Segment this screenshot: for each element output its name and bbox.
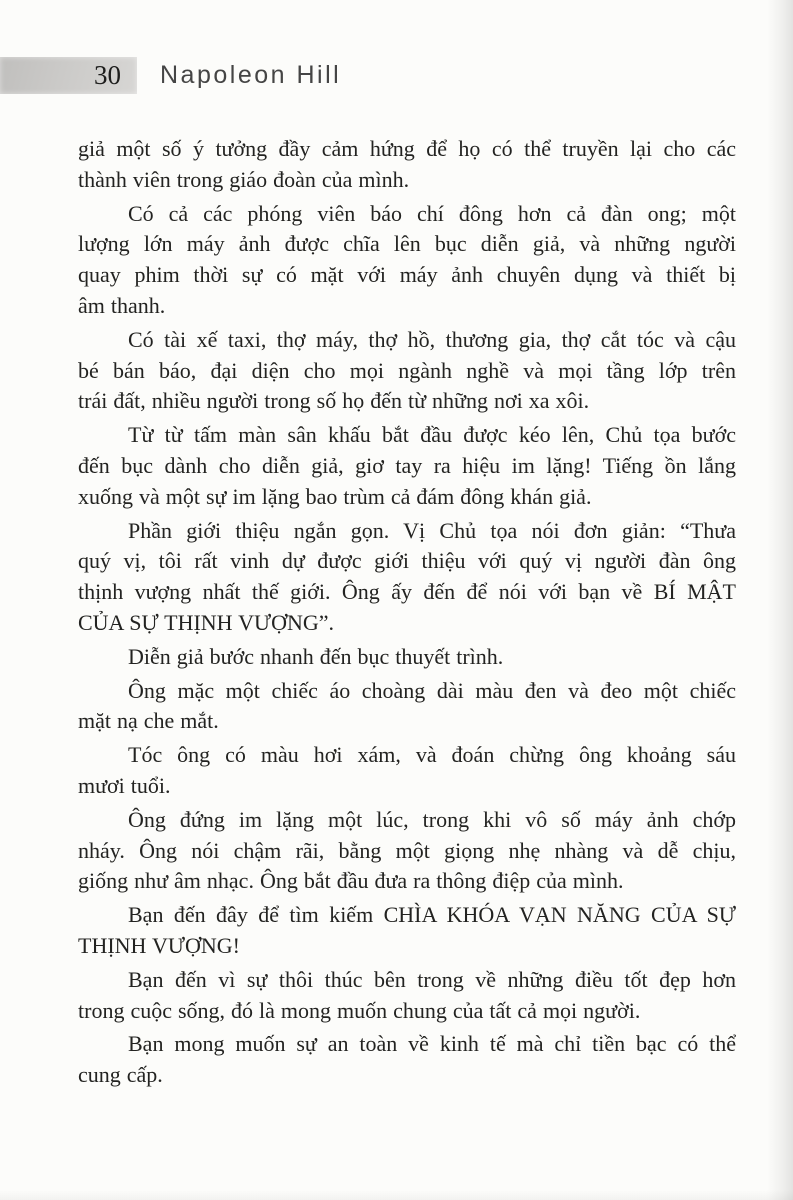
page-bottom-shadow — [0, 1190, 793, 1200]
page-number: 30 — [94, 60, 121, 90]
page-body — [78, 134, 736, 1091]
text-line: Bạn mong muốn sự an toàn về kinh tế mà chỉ tiền bạc có thể — [128, 1031, 736, 1057]
text-line: giả một số ý tưởng đầy cảm hứng để họ có thể truyền lại cho các — [78, 136, 736, 161]
text-line: Bạn đến vì sự thôi thúc bên trong về những điều tốt đẹp hơn — [128, 966, 736, 992]
text-line: lượng lớn máy ảnh được chĩa lên bục diễn giả, và những người — [78, 231, 736, 257]
paragraph — [78, 965, 736, 1027]
text-line: cung cấp. — [78, 1062, 163, 1088]
paragraph — [78, 900, 736, 962]
text-line: giống như âm nhạc. Ông bắt đầu đưa ra thông điệp của mình. — [78, 868, 624, 894]
text-line: nháy. Ông nói chậm rãi, bằng một giọng nhẹ nhàng và dễ chịu, — [78, 837, 736, 863]
text-line: xuống và một sự im lặng bao trùm cả đám đông khán giả. — [78, 483, 592, 509]
paragraph — [78, 516, 736, 639]
text-line: CỦA SỰ THỊNH VƯỢNG”. — [78, 609, 335, 635]
text-line: bé bán báo, đại diện cho mọi ngành nghề và mọi tầng lớp trên — [78, 357, 736, 383]
page-edge-shadow — [767, 0, 793, 1200]
paragraph — [78, 1029, 736, 1091]
text-line: Có cả các phóng viên báo chí đông hơn cả đàn ong; một — [128, 200, 736, 226]
text-line: thịnh vượng nhất thế giới. Ông ấy đến để nói với bạn về BÍ MẬT — [78, 579, 736, 605]
paragraph — [78, 199, 736, 322]
paragraph — [78, 420, 736, 512]
text-line: Bạn đến đây để tìm kiếm CHÌA KHÓA VẠN NĂNG CỦA SỰ — [128, 902, 736, 928]
text-line: âm thanh. — [78, 292, 166, 318]
text-line: quý vị, tôi rất vinh dự được giới thiệu với quý vị người đàn ông — [78, 548, 736, 574]
text-line: Ông đứng im lặng một lúc, trong khi vô số máy ảnh chớp — [128, 806, 736, 832]
running-title: Napoleon Hill — [160, 61, 342, 89]
paragraph — [78, 805, 736, 897]
text-line: thành viên trong giáo đoàn của mình. — [78, 166, 410, 192]
text-line: Ông mặc một chiếc áo choàng dài màu đen và đeo một chiếc — [128, 677, 736, 703]
text-line: Từ từ tấm màn sân khấu bắt đầu được kéo lên, Chủ tọa bước — [128, 422, 736, 448]
paragraph — [78, 676, 736, 738]
text-line: mặt nạ che mắt. — [78, 708, 219, 734]
text-line: THỊNH VƯỢNG! — [78, 932, 240, 958]
text-line: Tóc ông có màu hơi xám, và đoán chừng ông khoảng sáu — [128, 742, 736, 768]
text-line: Phần giới thiệu ngắn gọn. Vị Chủ tọa nói đơn giản: “Thưa — [128, 517, 736, 543]
paragraph — [78, 740, 736, 802]
text-line: quay phim thời sự có mặt với máy ảnh chuyên dụng và thiết bị — [78, 262, 736, 288]
text-line: trái đất, nhiều người trong số họ đến từ những nơi xa xôi. — [78, 388, 590, 414]
paragraph — [78, 642, 736, 673]
paragraph — [78, 325, 736, 417]
text-line: đến bục dành cho diễn giả, giơ tay ra hiệu im lặng! Tiếng ồn lắng — [78, 452, 736, 478]
text-line: Có tài xế taxi, thợ máy, thợ hồ, thương gia, thợ cắt tóc và cậu — [128, 326, 736, 352]
text-line: trong cuộc sống, đó là mong muốn chung của tất cả mọi người. — [78, 997, 641, 1023]
text-line: Diễn giả bước nhanh đến bục thuyết trình. — [128, 643, 504, 669]
page-number-bar — [0, 57, 137, 94]
text-line: mươi tuổi. — [78, 772, 171, 798]
paragraph — [78, 134, 736, 196]
